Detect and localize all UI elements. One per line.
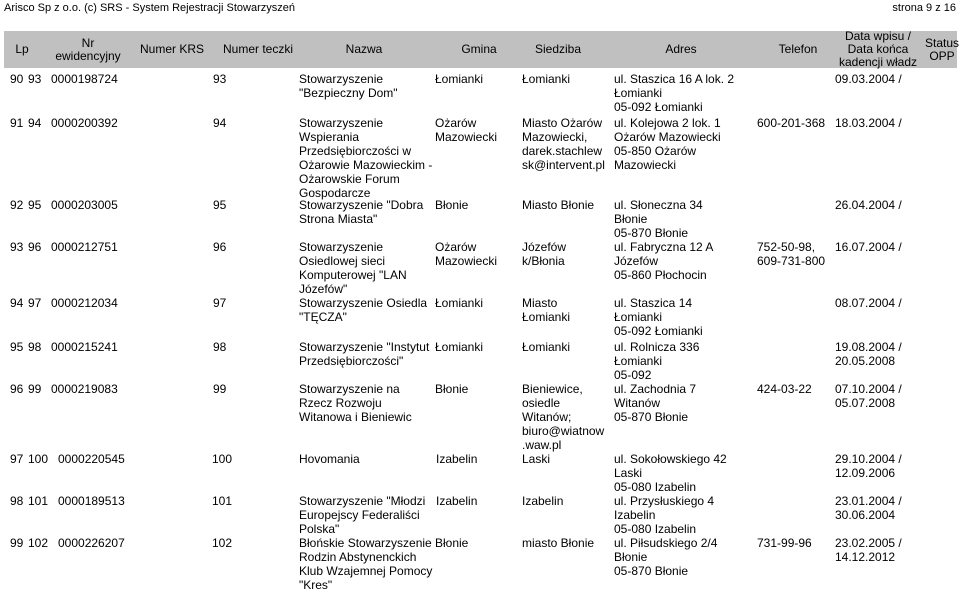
cell-nazwa: Stowarzyszenie Wspierania Przedsiębiorczości w Ożarowie Mazowieckim - Ożarowskie Forum Gospodarcze — [299, 116, 433, 200]
cell-gmina: Izabelin — [436, 494, 478, 508]
cell-nr-ewidencyjny: 102 — [28, 536, 49, 550]
cell-siedziba: Laski — [522, 452, 551, 466]
cell-numer-krs: 0000215241 — [51, 340, 118, 354]
cell-numer-krs: 0000200392 — [51, 116, 118, 130]
cell-numer-krs: 0000203005 — [51, 198, 118, 212]
cell-adres: ul. Piłsudskiego 2/4 Błonie 05-870 Błonie — [614, 536, 718, 578]
cell-siedziba: Łomianki — [522, 340, 571, 354]
header-telefon: Telefon — [778, 42, 818, 56]
header-gmina: Gmina — [461, 42, 497, 56]
cell-nazwa: Stowarzyszenie "Młodzi Europejscy Federaliści Polska" — [299, 494, 426, 536]
cell-data-wpisu: 08.07.2004 / — [835, 296, 902, 310]
cell-telefon: 731-99-96 — [757, 536, 812, 550]
cell-adres: ul. Staszica 14 Łomianki 05-092 Łomianki — [614, 296, 703, 338]
cell-adres: ul. Fabryczna 12 A Józefów 05-860 Płochocin — [614, 240, 714, 282]
page-header-bar — [0, 0, 960, 14]
cell-numer-teczki: 102 — [212, 536, 233, 550]
cell-numer-teczki: 101 — [212, 494, 233, 508]
header-numer-teczki: Numer teczki — [222, 42, 293, 56]
cell-numer-teczki: 95 — [213, 198, 227, 212]
cell-nr-ewidencyjny: 97 — [28, 296, 42, 310]
header-adres: Adres — [665, 42, 697, 56]
cell-siedziba: Bieniewice, osiedle Witanów; biuro@wiatnow .waw.pl — [522, 382, 605, 452]
cell-numer-teczki: 94 — [213, 116, 227, 130]
cell-lp: 97 — [10, 452, 24, 466]
cell-adres: ul. Sokołowskiego 42 Laski 05-080 Izabelin — [614, 452, 727, 494]
cell-data-wpisu: 19.08.2004 / 20.05.2008 — [835, 340, 902, 368]
cell-numer-krs: 0000219083 — [51, 382, 118, 396]
cell-nazwa: Stowarzyszenie "Instytut Przedsiębiorczości" — [299, 340, 430, 368]
cell-lp: 99 — [10, 536, 24, 550]
report-source-text: Arisco Sp z o.o. (c) SRS - System Rejestracji Stowarzyszeń — [4, 2, 295, 14]
cell-numer-krs: 0000189513 — [58, 494, 125, 508]
cell-adres: ul. Rolnicza 336 Łomianki 05-092 — [614, 340, 700, 382]
cell-nr-ewidencyjny: 94 — [28, 116, 42, 130]
cell-data-wpisu: 29.10.2004 / 12.09.2006 — [835, 452, 902, 480]
cell-numer-krs: 0000212751 — [51, 240, 118, 254]
header-numer-krs: Numer KRS — [139, 42, 204, 56]
cell-numer-teczki: 93 — [213, 72, 227, 86]
cell-lp: 93 — [10, 240, 24, 254]
cell-lp: 96 — [10, 382, 24, 396]
cell-data-wpisu: 16.07.2004 / — [835, 240, 902, 254]
cell-data-wpisu: 23.02.2005 / 14.12.2012 — [835, 536, 902, 564]
cell-nr-ewidencyjny: 98 — [28, 340, 42, 354]
cell-numer-krs: 0000198724 — [51, 72, 118, 86]
cell-numer-krs: 0000212034 — [51, 296, 118, 310]
cell-data-wpisu: 09.03.2004 / — [835, 72, 902, 86]
cell-siedziba: Izabelin — [522, 494, 564, 508]
cell-nazwa: Stowarzyszenie "Bezpieczny Dom" — [299, 72, 398, 100]
table-header — [4, 29, 960, 69]
cell-lp: 91 — [10, 116, 24, 130]
cell-lp: 90 — [10, 72, 24, 86]
cell-numer-teczki: 96 — [213, 240, 227, 254]
cell-data-wpisu: 18.03.2004 / — [835, 116, 902, 130]
cell-nazwa: Stowarzyszenie Osiedla "TĘCZA" — [299, 296, 428, 324]
cell-siedziba: Miasto Łomianki — [522, 296, 571, 324]
cell-telefon: 600-201-368 — [757, 116, 826, 130]
cell-siedziba: Józefów k/Błonia — [522, 240, 567, 268]
cell-nr-ewidencyjny: 100 — [28, 452, 49, 466]
cell-adres: ul. Przysłuskiego 4 Izabelin 05-080 Izabelin — [614, 494, 715, 536]
cell-data-wpisu: 23.01.2004 / 30.06.2004 — [835, 494, 902, 522]
cell-data-wpisu: 07.10.2004 / 05.07.2008 — [835, 382, 902, 410]
header-data-wpisu: Data wpisu / Data końca kadencji władz — [838, 29, 918, 69]
cell-nr-ewidencyjny: 99 — [28, 382, 42, 396]
cell-gmina: Ożarów Mazowiecki — [435, 240, 498, 268]
cell-gmina: Błonie — [435, 536, 469, 550]
cell-numer-teczki: 98 — [213, 340, 227, 354]
cell-nr-ewidencyjny: 93 — [28, 72, 42, 86]
header-nazwa: Nazwa — [345, 42, 383, 56]
cell-nazwa: Błońskie Stowarzyszenie Rodzin Abstynenckich Klub Wzajemnej Pomocy "Kres" — [299, 536, 433, 592]
cell-nazwa: Stowarzyszenie Osiedlowej sieci Komputerowej "LAN Józefów" — [299, 240, 407, 296]
cell-telefon: 424-03-22 — [757, 382, 812, 396]
cell-adres: ul. Zachodnia 7 Witanów 05-870 Błonie — [614, 382, 697, 424]
cell-gmina: Ożarów Mazowiecki — [435, 116, 498, 144]
cell-gmina: Błonie — [435, 198, 469, 212]
cell-data-wpisu: 26.04.2004 / — [835, 198, 902, 212]
cell-siedziba: Łomianki — [522, 72, 571, 86]
page-number-text: strona 9 z 16 — [892, 2, 956, 14]
header-lp: Lp — [15, 42, 29, 56]
cell-nr-ewidencyjny: 101 — [28, 494, 49, 508]
cell-adres: ul. Kolejowa 2 lok. 1 Ożarów Mazowiecki 05-850 Ożarów Mazowiecki — [614, 116, 721, 172]
cell-siedziba: Miasto Ożarów Mazowiecki, darek.stachlew sk@intervent.pl — [522, 116, 605, 172]
cell-nazwa: Stowarzyszenie na Rzecz Rozwoju Witanowa i Bieniewic — [299, 382, 412, 424]
header-nr-ewidencyjny: Nr ewidencyjny — [55, 35, 121, 63]
cell-adres: ul. Słoneczna 34 Błonie 05-870 Błonie — [614, 198, 703, 240]
cell-lp: 92 — [10, 198, 24, 212]
cell-nazwa: Stowarzyszenie "Dobra Strona Miasta" — [299, 198, 424, 226]
cell-numer-teczki: 99 — [213, 382, 227, 396]
cell-lp: 94 — [10, 296, 24, 310]
cell-gmina: Łomianki — [435, 296, 484, 310]
cell-nr-ewidencyjny: 96 — [28, 240, 42, 254]
cell-numer-krs: 0000226207 — [58, 536, 125, 550]
cell-adres: ul. Staszica 16 A lok. 2 Łomianki 05-092 Łomianki — [614, 72, 735, 114]
cell-lp: 95 — [10, 340, 24, 354]
cell-gmina: Błonie — [435, 382, 469, 396]
cell-gmina: Izabelin — [436, 452, 478, 466]
cell-gmina: Łomianki — [435, 340, 484, 354]
header-siedziba: Siedziba — [534, 42, 582, 56]
cell-gmina: Łomianki — [435, 72, 484, 86]
cell-numer-krs: 0000220545 — [58, 452, 125, 466]
header-status-opp: Status OPP — [924, 35, 960, 63]
cell-lp: 98 — [10, 494, 24, 508]
cell-numer-teczki: 100 — [212, 452, 233, 466]
cell-siedziba: miasto Błonie — [522, 536, 595, 550]
cell-nr-ewidencyjny: 95 — [28, 198, 42, 212]
cell-telefon: 752-50-98, 609-731-800 — [757, 240, 826, 268]
cell-siedziba: Miasto Błonie — [522, 198, 595, 212]
cell-nazwa: Hovomania — [299, 452, 360, 466]
cell-numer-teczki: 97 — [213, 296, 227, 310]
